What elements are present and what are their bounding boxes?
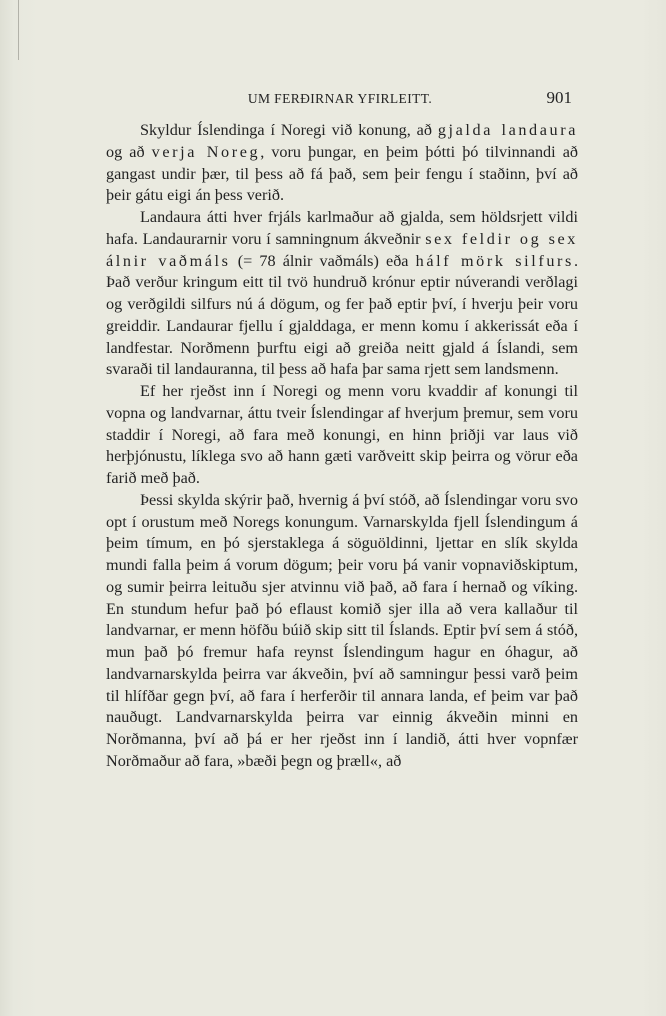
page-header (106, 88, 574, 112)
paragraph (106, 490, 578, 773)
binding-edge-mark (18, 0, 19, 60)
page-number: 901 (546, 88, 572, 107)
paragraph-text: Landaura átti hver frjáls karlmaður að gjalda, sem höldsrjett vildi hafa. Landaurarnir voru í samningnum ákveðnir (106, 208, 578, 248)
paragraph-text: Ef her rjeðst inn í Noregi og menn voru kvaddir af konungi til vopna og landvarnar, áttu tveir Íslendingar af hverjum þremur, sem voru staddir í Noregi, að fara með konungi, en hinn þriðji var laus við herþjónustu, líklega svo að hann gæti varðveitt skip þeirra og vörur eða farið með það. (106, 382, 578, 487)
paragraph-text: , voru þungar, en þeim þótti þó tilvinnandi að gangast undir þær, til þess að fá það, sem þeir fengu í staðinn, því að þeir gátu eigi án þess verið. (106, 142, 579, 205)
spaced-emphasis-text: verja Noreg (151, 142, 261, 161)
paragraph-text: . Það verður kringum eitt til tvö hundruð krónur eptir núverandi verðlagi og verðgildi silfurs nú á dögum, og fer það eptir því, í hverju þeir voru greiddir. Landaurar fjellu í gjalddaga, er menn komu í akkerissát eða í landfestar. Norðmenn þurftu eigi að greiða neitt gjald á Íslandi, sem svaraði til landauranna, til þess að hafa þar sama rjett sem landsmenn. (106, 251, 578, 379)
paragraph-text: Þessi skylda skýrir það, hvernig á því stóð, að Íslendingar voru svo opt í orustum með Noregs konungum. Varnarskylda fjell Íslendingum á þeim tímum, en þó sjerstaklega á söguöldinni, ljettar en slík skylda mundi falla þeim á vorum dögum; þeir voru þá vanir vopnaviðskiptum, og sumir þeirra leituðu sjer atvinnu við það, að fara í hernað og víking. En stundum hefur það þó eflaust komið sjer illa að vera kallaður til landvarnar, er menn höfðu búið skip sitt til Íslands. Eptir því sem á stóð, mun það þó fremur hafa reynst Íslendingum hagur en óhagur, að landvarnarskylda þeirra var ákveðin, því að samningur þessi varð þeim til hlífðar gegn því, að fara í herferðir til annara landa, ef þeim var það nauðugt. Landvarnarskylda þeirra var einnig ákveðin minni en Norðmanna, því að þá er her rjeðst inn í landið, átti hver vopnfær Norðmaður að fara, »bæði þegn og þræll«, að (106, 490, 578, 770)
paragraph-text: og að (106, 142, 152, 161)
spaced-emphasis-text: hálf mörk silfurs (415, 251, 574, 270)
paragraph-text: (= 78 álnir vaðmáls) eða (230, 251, 416, 270)
paragraph (106, 381, 578, 490)
paragraph (106, 120, 578, 207)
spaced-emphasis-text: sex feldir og sex álnir vaðmáls (106, 229, 578, 270)
running-title: UM FERÐIRNAR YFIRLEITT. (247, 91, 433, 106)
paragraph-text: Skyldur Íslendinga í Noregi við konung, að (140, 121, 438, 139)
paragraph (106, 207, 578, 381)
body-text (106, 120, 578, 773)
spaced-emphasis-text: gjalda landaura (437, 121, 578, 139)
